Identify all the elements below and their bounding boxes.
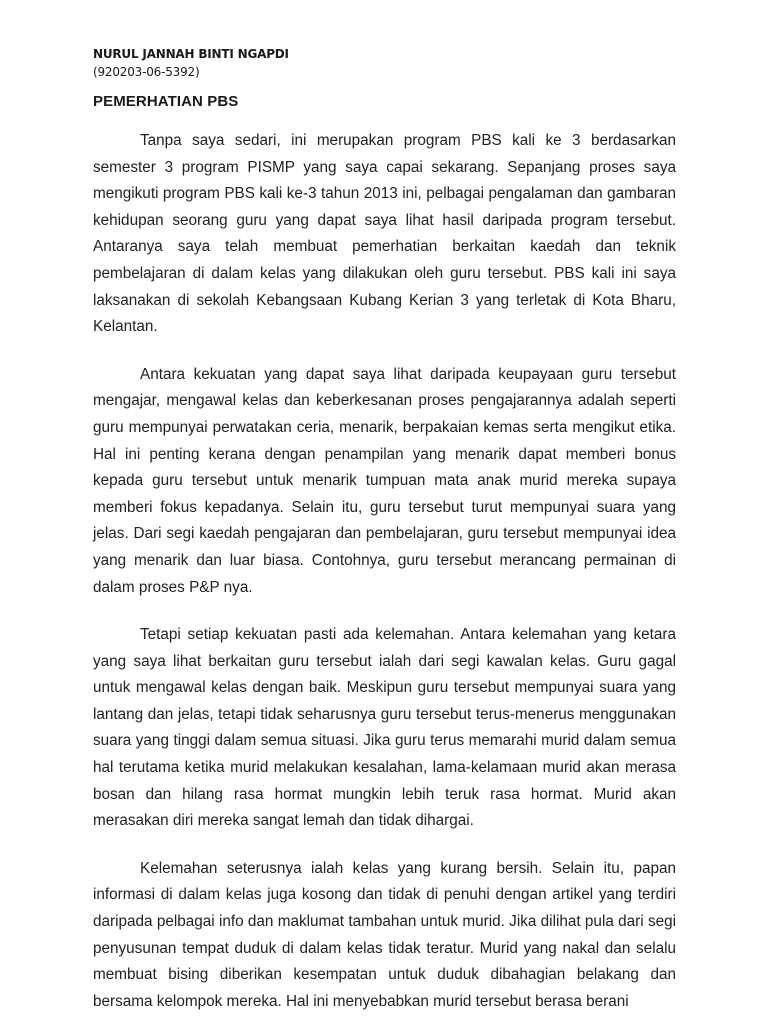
paragraph-2: Antara kekuatan yang dapat saya lihat daripada keupayaan guru tersebut mengajar, mengawal kelas dan keberkesanan proses pengajarannya adalah seperti guru mempunyai perwatakan ceria, menarik, berpakaian kemas serta mengikut etika. Hal ini penting kerana dengan penampilan yang menarik dapat memberi bonus kepada guru tersebut untuk menarik tumpuan mata anak murid mereka supaya memberi fokus kepadanya. Selain itu, guru tersebut turut mempunyai suara yang jelas. Dari segi kaedah pengajaran dan pembelajaran, guru tersebut mempunyai idea yang menarik dan luar biasa. Contohnya, guru tersebut merancang permainan di dalam proses P&P nya. [93,365,676,596]
paragraph-3: Tetapi setiap kekuatan pasti ada kelemahan. Antara kelemahan yang ketara yang saya lihat berkaitan guru tersebut ialah dari segi kawalan kelas. Guru gagal untuk mengawal kelas dengan baik. Meskipun guru tersebut mempunyai suara yang lantang dan jelas, tetapi tidak seharusnya guru tersebut terus-menerus menggunakan suara yang tinggi dalam semua situasi. Jika guru terus memarahi murid dalam semua hal terutama ketika murid melakukan kesalahan, lama-kelamaan murid akan merasa bosan dan hilang rasa hormat mungkin lebih teruk rasa hormat. Murid akan merasakan diri mereka sangat lemah dan tidak dihargai. [93,626,676,830]
paragraph-1: Tanpa saya sedari, ini merupakan program PBS kali ke 3 berdasarkan semester 3 program PISMP yang saya capai sekarang. Sepanjang proses saya mengikuti program PBS kali ke-3 tahun 2013 ini, pelbagai pengalaman dan gambaran kehidupan seorang guru yang dapat saya lihat hasil daripada program tersebut. Antaranya saya telah membuat pemerhatian berkaitan kaedah dan teknik pembelajaran di dalam kelas yang dilakukan oleh guru tersebut. PBS kali ini saya laksanakan di sekolah Kebangsaan Kubang Kerian 3 yang terletak di Kota Bharu, Kelantan. [93,132,676,336]
paragraph-4: Kelemahan seterusnya ialah kelas yang kurang bersih. Selain itu, papan informasi di dalam kelas juga kosong dan tidak di penuhi dengan artikel yang terdiri daripada pelbagai info dan maklumat tambahan untuk murid. Jika dilihat pula dari segi penyusunan tempat duduk di dalam kelas tidak teratur. Murid yang nakal dan selalu membuat bising diberikan kesempatan untuk duduk dibahagian belakang dan bersama kelompok mereka. Hal ini menyebabkan murid tersebut berasa berani [93,859,676,1010]
author-header [93,45,289,81]
document-body [93,128,676,1024]
author-name: NURUL JANNAH BINTI NGAPDI [93,47,289,61]
author-id: (920203-06-5392) [93,65,200,79]
document-title: PEMERHATIAN PBS [93,93,239,110]
